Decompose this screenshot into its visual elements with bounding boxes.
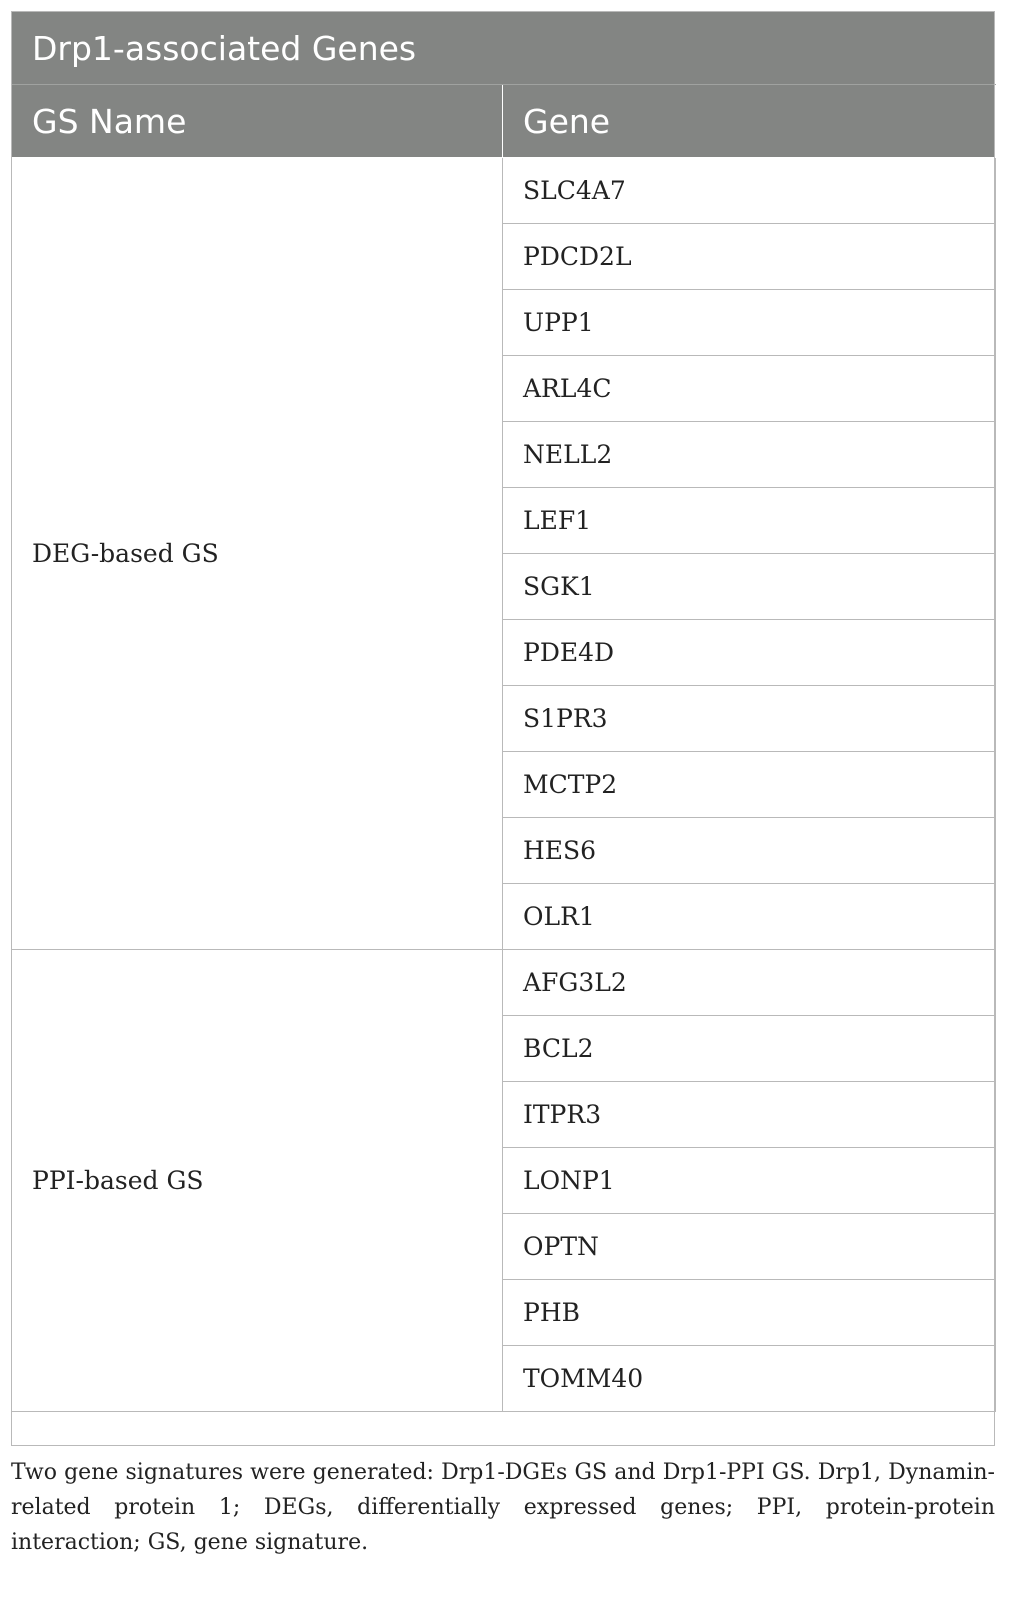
table-row — [12, 158, 996, 224]
gene-cell: LEF1 — [503, 488, 996, 554]
table-header-row — [12, 85, 996, 158]
gene-cell: LONP1 — [503, 1148, 996, 1214]
table-footnote: Two gene signatures were generated: Drp1-DGEs GS and Drp1-PPI GS. Drp1, Dynamin-related protein 1; DEGs, differentially expressed genes; PPI, protein-protein interaction; GS, gene signature. — [11, 1460, 995, 1555]
table-title-row — [12, 12, 996, 85]
gene-cell: PHB — [503, 1280, 996, 1346]
gene-cell: OPTN — [503, 1214, 996, 1280]
table-title: Drp1-associated Genes — [12, 12, 996, 85]
gene-cell: PDCD2L — [503, 224, 996, 290]
gene-cell: SGK1 — [503, 554, 996, 620]
gene-cell: BCL2 — [503, 1016, 996, 1082]
gene-cell: S1PR3 — [503, 686, 996, 752]
gs-name-cell: DEG-based GS — [12, 158, 503, 950]
gene-cell: PDE4D — [503, 620, 996, 686]
table-body — [12, 158, 996, 1412]
gene-cell: TOMM40 — [503, 1346, 996, 1412]
gene-cell: OLR1 — [503, 884, 996, 950]
gene-cell: NELL2 — [503, 422, 996, 488]
gene-signature-table — [11, 11, 996, 1412]
gene-cell: ITPR3 — [503, 1082, 996, 1148]
gene-cell: MCTP2 — [503, 752, 996, 818]
gene-cell: UPP1 — [503, 290, 996, 356]
table-row — [12, 950, 996, 1016]
gene-signature-table-container — [11, 11, 995, 1412]
gene-cell: ARL4C — [503, 356, 996, 422]
gene-cell: SLC4A7 — [503, 158, 996, 224]
column-header-gs-name: GS Name — [12, 85, 503, 158]
gene-cell: HES6 — [503, 818, 996, 884]
gs-name-cell: PPI-based GS — [12, 950, 503, 1412]
column-header-gene: Gene — [503, 85, 996, 158]
gene-cell: AFG3L2 — [503, 950, 996, 1016]
